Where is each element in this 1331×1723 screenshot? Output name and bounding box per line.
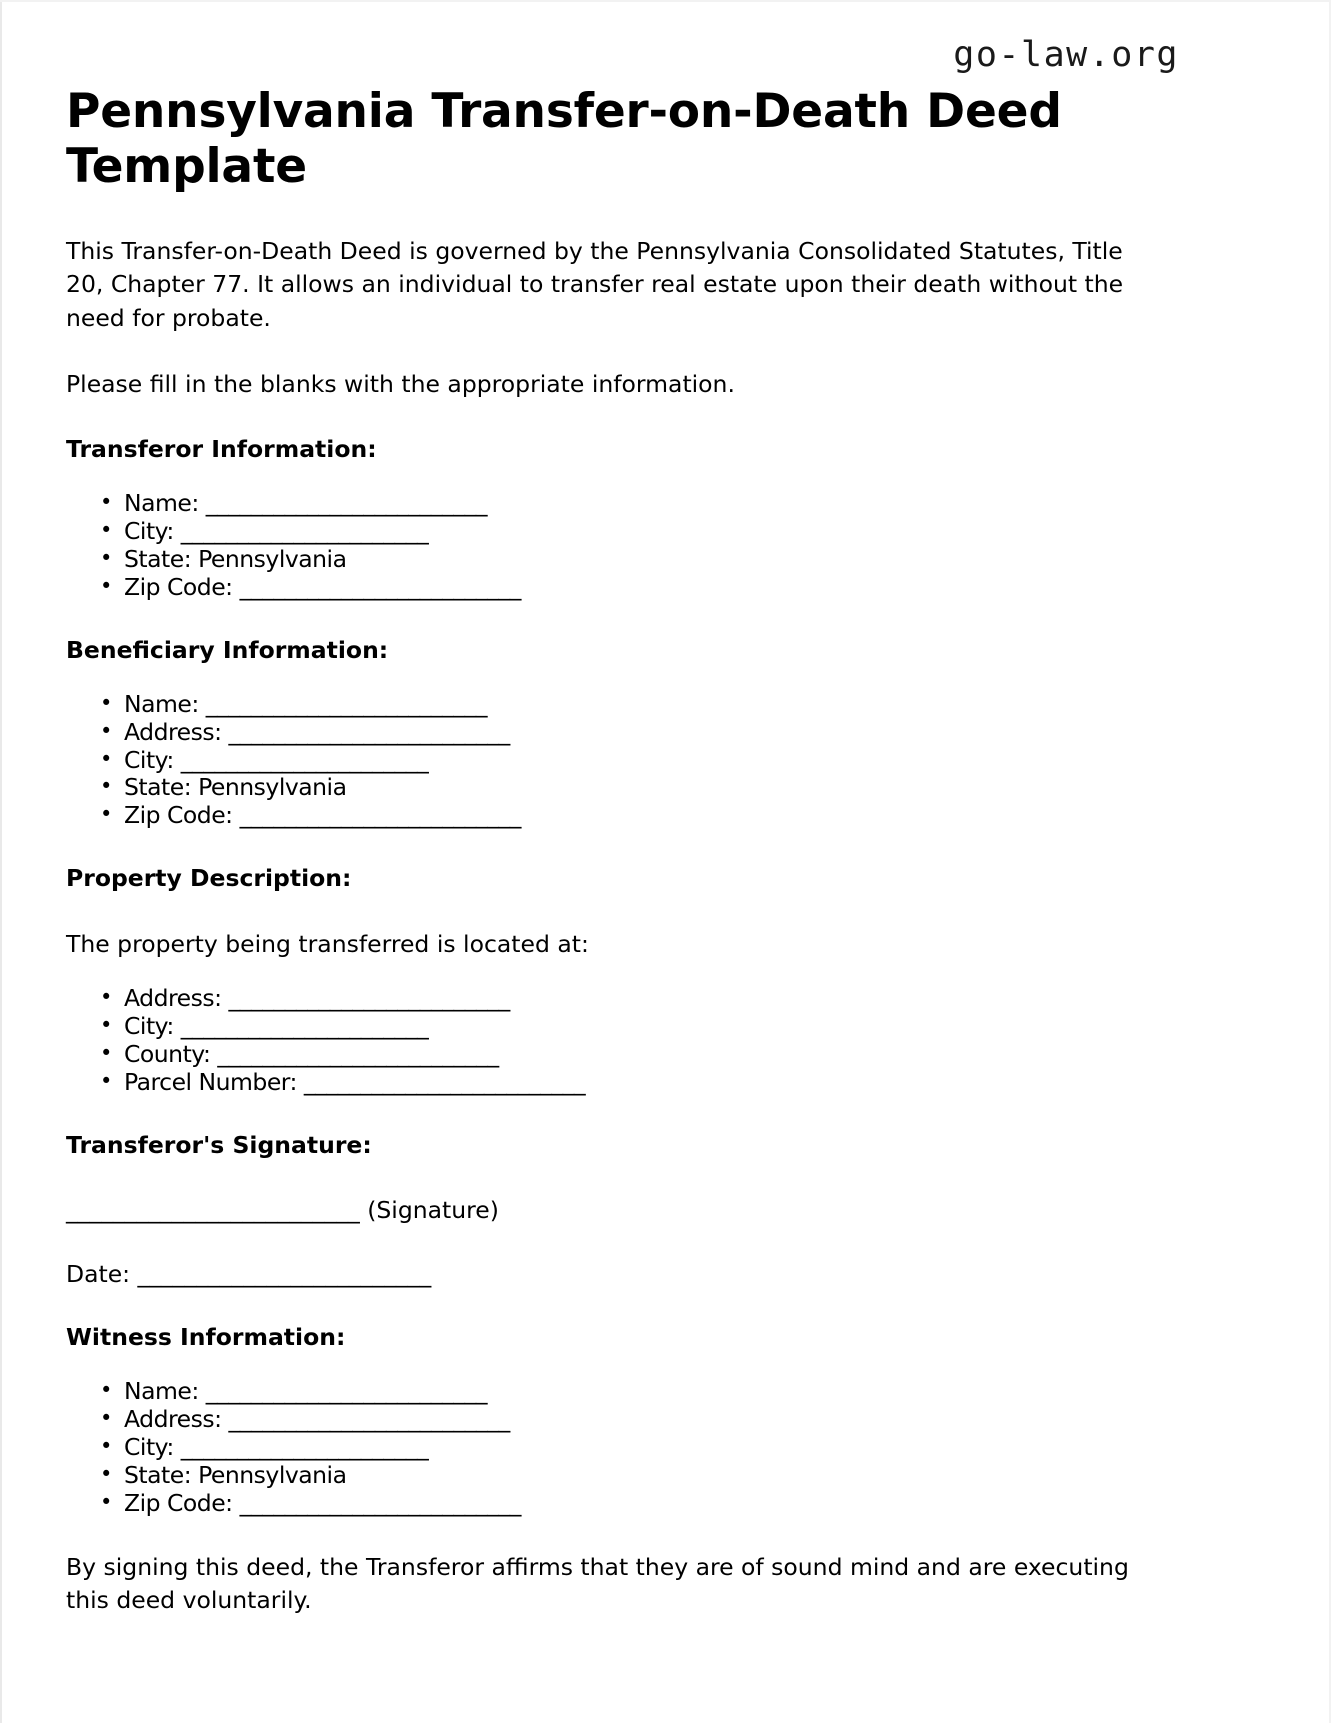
field-text: Name: _________________________ (124, 1376, 487, 1405)
field-text: Name: _________________________ (124, 489, 487, 518)
bullet-icon: • (100, 718, 113, 743)
list-item (100, 745, 1186, 775)
spacer (66, 602, 1186, 635)
list-item (100, 1040, 1186, 1069)
field-text: State: Pennsylvania (124, 1460, 347, 1489)
list-item (100, 984, 1186, 1013)
spacer (66, 830, 1186, 863)
list-item (100, 517, 1186, 546)
field-text: Address: _________________________ (124, 984, 510, 1013)
beneficiary-field-list (66, 691, 1186, 831)
instruction-paragraph: Please fill in the blanks with the appropriate information. (66, 369, 735, 398)
bullet-icon: • (100, 1377, 113, 1402)
bullet-icon: • (100, 490, 113, 515)
field-text: State: Pennsylvania (124, 773, 347, 802)
intro-paragraph: This Transfer-on-Death Deed is governed by the Pennsylvania Consolidated Statutes, Title 20, Chapter 77. It allows an individual to transfer real estate upon their death without the need for probate. (66, 236, 1124, 332)
field-text: State: Pennsylvania (124, 544, 347, 573)
bullet-icon: • (100, 1433, 113, 1458)
section-heading-witness: Witness Information: (66, 1323, 346, 1352)
field-text: Zip Code: _________________________ (124, 801, 521, 830)
property-field-list (66, 985, 1186, 1097)
transferor-date-line: Date: _________________________ (66, 1259, 432, 1288)
field-text: Address: _________________________ (124, 717, 510, 746)
bullet-icon: • (100, 1489, 113, 1514)
spacer (66, 961, 1186, 985)
list-item (100, 1068, 1186, 1097)
field-text: City: ______________________ (124, 1432, 429, 1461)
list-item (100, 544, 1186, 574)
list-item (100, 717, 1186, 747)
bullet-icon: • (100, 1405, 113, 1430)
list-item (100, 689, 1186, 719)
field-text: City: ______________________ (124, 745, 429, 774)
spacer (66, 1518, 1186, 1551)
bullet-icon: • (100, 1461, 113, 1486)
bullet-icon: • (100, 1041, 113, 1066)
list-item (100, 572, 1186, 602)
field-text: Zip Code: _________________________ (124, 572, 521, 601)
spacer (66, 1097, 1186, 1130)
bullet-icon: • (100, 545, 113, 570)
bullet-icon: • (100, 985, 113, 1010)
list-item (100, 1460, 1186, 1490)
field-text: City: ______________________ (124, 1012, 429, 1041)
bullet-icon: • (100, 774, 113, 799)
bullet-icon: • (100, 1069, 113, 1094)
list-item (100, 1012, 1186, 1041)
list-item (100, 489, 1186, 518)
spacer (66, 895, 1186, 928)
site-watermark: go-law.org (953, 35, 1179, 75)
list-item (100, 1376, 1186, 1406)
document-content (66, 0, 1186, 1617)
spacer (66, 195, 1186, 235)
section-heading-signature: Transferor's Signature: (66, 1131, 372, 1160)
section-heading-property: Property Description: (66, 864, 352, 893)
field-text: Name: _________________________ (124, 689, 487, 718)
section-heading-beneficiary: Beneficiary Information: (66, 635, 389, 664)
bullet-icon: • (100, 802, 113, 827)
property-lead-paragraph: The property being transferred is located at: (66, 930, 589, 959)
witness-field-list (66, 1378, 1186, 1518)
spacer (66, 401, 1186, 434)
field-text: Address: _________________________ (124, 1404, 510, 1433)
spacer (66, 1162, 1186, 1195)
closing-paragraph: By signing this deed, the Transferor affirms that they are of sound mind and are executing this deed voluntarily. (66, 1552, 1129, 1614)
field-text: Zip Code: _________________________ (124, 1488, 521, 1517)
transferor-signature-line: _________________________ (Signature) (66, 1195, 499, 1224)
spacer (66, 1226, 1186, 1259)
bullet-icon: • (100, 573, 113, 598)
list-item (100, 1432, 1186, 1462)
bullet-icon: • (100, 746, 113, 771)
bullet-icon: • (100, 1013, 113, 1038)
list-item (100, 1488, 1186, 1518)
page-edge-left (0, 0, 2, 1723)
spacer (66, 1289, 1186, 1322)
spacer (66, 335, 1186, 368)
field-text: City: ______________________ (124, 517, 429, 546)
bullet-icon: • (100, 518, 113, 543)
list-item (100, 801, 1186, 830)
transferor-field-list (66, 490, 1186, 602)
section-heading-transferor: Transferor Information: (66, 435, 377, 464)
spacer (66, 466, 1186, 490)
list-item (100, 773, 1186, 802)
field-text: Parcel Number: _________________________ (124, 1068, 586, 1097)
spacer (66, 667, 1186, 691)
page-title: Pennsylvania Transfer-on-Death Deed Template (66, 84, 1062, 195)
spacer (66, 1354, 1186, 1378)
bullet-icon: • (100, 690, 113, 715)
field-text: County: _________________________ (124, 1040, 499, 1069)
list-item (100, 1404, 1186, 1434)
